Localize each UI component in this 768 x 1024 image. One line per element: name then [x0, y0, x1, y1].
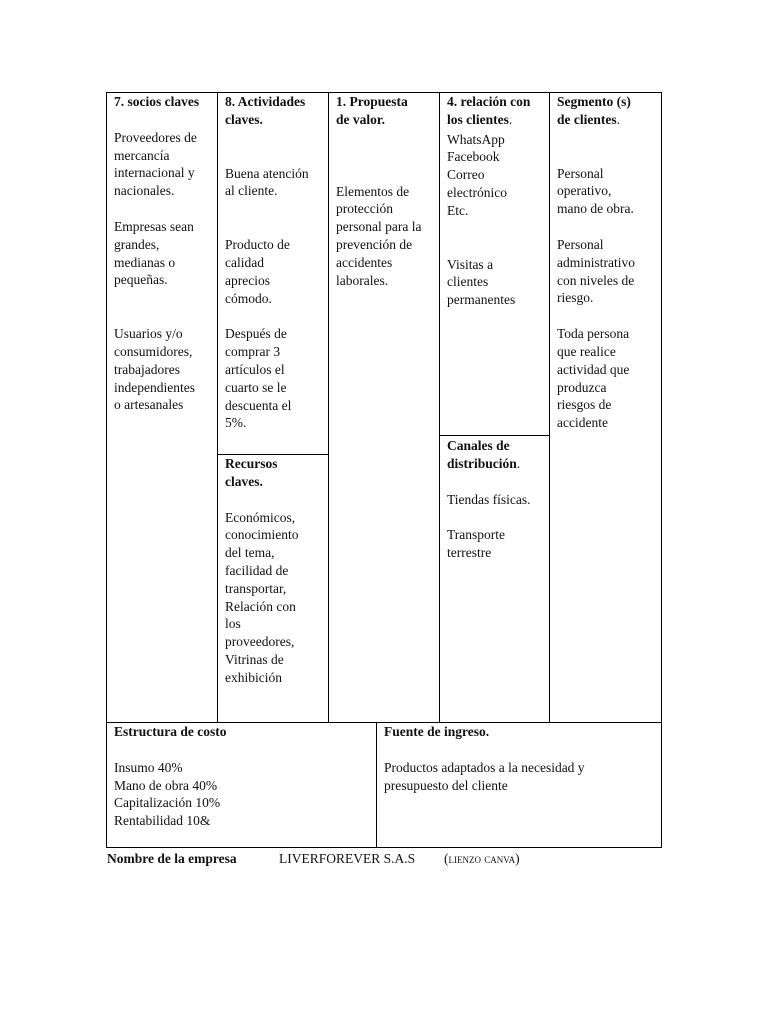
segmento-title-wrap: [557, 93, 661, 129]
relacion-title-tail: .: [508, 111, 513, 127]
company-name: LIVERFOREVER S.A.S: [279, 851, 416, 866]
recursos-block-1: Económicos, conocimiento del tema, facilidad de transportar, Relación con los proveedores, Vitrinas de exhibición: [225, 509, 299, 685]
cell-socios-claves: [114, 93, 214, 414]
column-divider-1: [217, 92, 218, 723]
propuesta-title: 1. Propuesta de valor.: [336, 94, 408, 127]
segmento-block-2: Personal administrativo con niveles de riesgo.: [557, 236, 635, 306]
column-divider-3: [439, 92, 440, 723]
segmento-block-1: Personal operativo, mano de obra.: [557, 165, 634, 217]
actividades-block-1: Buena atención al cliente.: [225, 165, 309, 199]
cell-segmento-clientes: [557, 93, 661, 432]
cell-actividades-claves: [225, 93, 325, 432]
relacion-block-2: Visitas a clientes permanentes: [447, 256, 516, 308]
bottom-row-divider: [376, 722, 377, 848]
canales-title-wrap: [447, 437, 549, 473]
actividades-block-3: Después de comprar 3 artículos el cuarto se le descuenta el 5%.: [225, 326, 292, 431]
canvas-note: [444, 850, 520, 868]
canvas-note-close: ): [515, 851, 520, 866]
propuesta-block-1: Elementos de protección personal para la prevención de accidentes laborales.: [336, 183, 422, 288]
relacion-title-wrap: [447, 93, 549, 129]
cell-estructura-costo: [114, 723, 372, 830]
canales-block-2: Transporte terrestre: [447, 527, 506, 561]
company-name-line: [107, 850, 727, 868]
table-border-right: [661, 92, 662, 848]
canales-block-1: Tiendas físicas.: [447, 491, 531, 507]
socios-block-3: Usuarios y/o consumidores, trabajadores independientes o artesanales: [114, 326, 195, 413]
actividades-block-2: Producto de calidad aprecios cómodo.: [225, 237, 290, 306]
cell-fuente-ingreso: [384, 723, 658, 794]
cell-propuesta-valor: [336, 93, 438, 289]
costos-title: Estructura de costo: [114, 724, 227, 739]
canvas-note-text: lienzo canva: [448, 851, 516, 866]
cell-recursos-claves: [225, 455, 325, 687]
costos-block-1: Insumo 40% Mano de obra 40% Capitalización 10% Rentabilidad 10&: [114, 759, 221, 829]
segmento-title: Segmento (s) de clientes: [557, 94, 631, 127]
socios-block-1: Proveedores de mercancía internacional y nacionales.: [114, 129, 197, 199]
actividades-title: 8. Actividades claves.: [225, 94, 306, 127]
cell-canales-distribucion: [447, 437, 549, 562]
column-divider-2: [328, 92, 329, 723]
recursos-title: Recursos claves.: [225, 456, 278, 489]
canales-title: Canales de distribución: [447, 438, 517, 471]
relacion-title: 4. relación con los clientes: [447, 94, 531, 127]
segmento-title-tail: .: [616, 111, 620, 127]
cell-relacion-clientes: [447, 93, 549, 309]
canvas-note-open: (: [444, 851, 449, 866]
relacion-block-1: WhatsApp Facebook Correo electrónico Etc.: [447, 131, 507, 218]
relacion-canales-divider: [439, 435, 550, 436]
socios-block-2: Empresas sean grandes, medianas o pequeñas.: [114, 218, 194, 288]
socios-title: 7. socios claves: [114, 94, 200, 109]
company-label: Nombre de la empresa: [107, 851, 237, 866]
ingresos-block-1: Productos adaptados a la necesidad y presupuesto del cliente: [384, 759, 585, 793]
column-divider-4: [549, 92, 550, 723]
ingresos-title: Fuente de ingreso.: [384, 724, 490, 739]
canales-title-tail: .: [516, 455, 521, 471]
table-border-bottom: [106, 847, 662, 848]
segmento-block-3: Toda persona que realice actividad que produzca riesgos de accidente: [557, 326, 630, 431]
table-border-left: [106, 92, 107, 848]
